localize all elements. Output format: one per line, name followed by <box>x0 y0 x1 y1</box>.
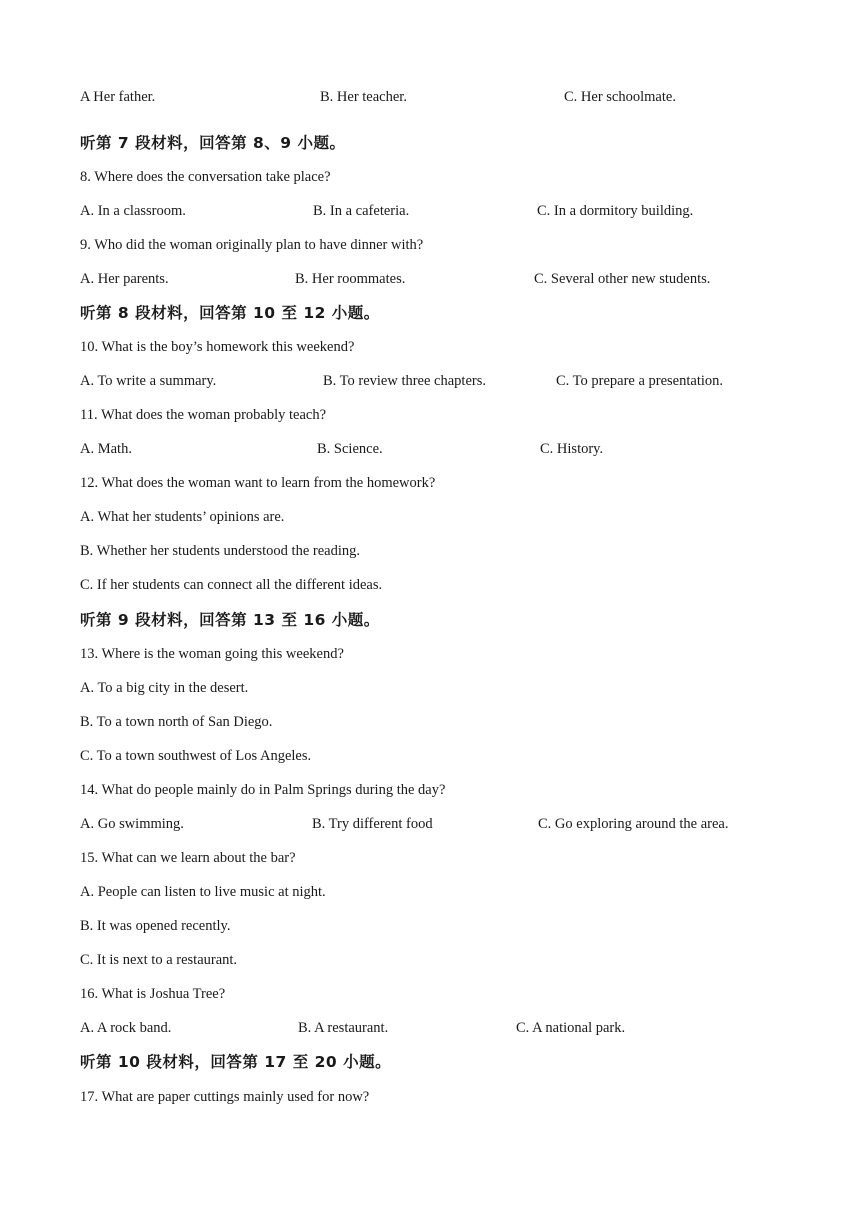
q9-option-b: B. Her roommates. <box>295 271 406 287</box>
q9-option-a: A. Her parents. <box>80 271 169 287</box>
q7-option-b: B. Her teacher. <box>320 89 407 105</box>
question-10: 10. What is the boy’s homework this weekend? <box>80 339 355 355</box>
q8-option-c: C. In a dormitory building. <box>537 203 694 219</box>
q16-option-c: C. A national park. <box>516 1020 626 1036</box>
q15-option-c: C. It is next to a restaurant. <box>80 952 238 968</box>
question-8: 8. Where does the conversation take place? <box>80 169 331 185</box>
question-12: 12. What does the woman want to learn from the homework? <box>80 475 436 491</box>
q10-option-c: C. To prepare a presentation. <box>556 373 724 389</box>
section-heading-7: 听第 7 段材料，回答第 8、9 小题。 <box>80 134 346 152</box>
q12-option-c: C. If her students can connect all the different ideas. <box>80 577 383 593</box>
q7-option-c: C. Her schoolmate. <box>564 89 676 105</box>
q16-option-a: A. A rock band. <box>80 1020 172 1036</box>
question-9: 9. Who did the woman originally plan to have dinner with? <box>80 237 424 253</box>
q13-option-c: C. To a town southwest of Los Angeles. <box>80 748 312 764</box>
q11-option-c: C. History. <box>540 441 604 457</box>
question-15: 15. What can we learn about the bar? <box>80 850 296 866</box>
question-16: 16. What is Joshua Tree? <box>80 986 226 1002</box>
q10-option-b: B. To review three chapters. <box>323 373 486 389</box>
q8-option-a: A. In a classroom. <box>80 203 186 219</box>
q11-option-b: B. Science. <box>317 441 383 457</box>
q15-option-b: B. It was opened recently. <box>80 918 231 934</box>
section-heading-10: 听第 10 段材料，回答第 17 至 20 小题。 <box>80 1053 392 1071</box>
q14-option-c: C. Go exploring around the area. <box>538 816 729 832</box>
q14-option-a: A. Go swimming. <box>80 816 184 832</box>
q15-option-a: A. People can listen to live music at night. <box>80 884 326 900</box>
section-heading-8: 听第 8 段材料，回答第 10 至 12 小题。 <box>80 304 380 322</box>
question-17: 17. What are paper cuttings mainly used for now? <box>80 1089 370 1105</box>
q13-option-b: B. To a town north of San Diego. <box>80 714 273 730</box>
q12-option-b: B. Whether her students understood the reading. <box>80 543 360 559</box>
q13-option-a: A. To a big city in the desert. <box>80 680 249 696</box>
question-11: 11. What does the woman probably teach? <box>80 407 327 423</box>
q8-option-b: B. In a cafeteria. <box>313 203 410 219</box>
question-13: 13. Where is the woman going this weekend? <box>80 646 344 662</box>
q10-option-a: A. To write a summary. <box>80 373 217 389</box>
q16-option-b: B. A restaurant. <box>298 1020 389 1036</box>
q14-option-b: B. Try different food <box>312 816 433 832</box>
q12-option-a: A. What her students’ opinions are. <box>80 509 285 525</box>
q7-option-a: A Her father. <box>80 89 156 105</box>
q9-option-c: C. Several other new students. <box>534 271 711 287</box>
question-14: 14. What do people mainly do in Palm Springs during the day? <box>80 782 446 798</box>
q11-option-a: A. Math. <box>80 441 132 457</box>
section-heading-9: 听第 9 段材料，回答第 13 至 16 小题。 <box>80 611 380 629</box>
